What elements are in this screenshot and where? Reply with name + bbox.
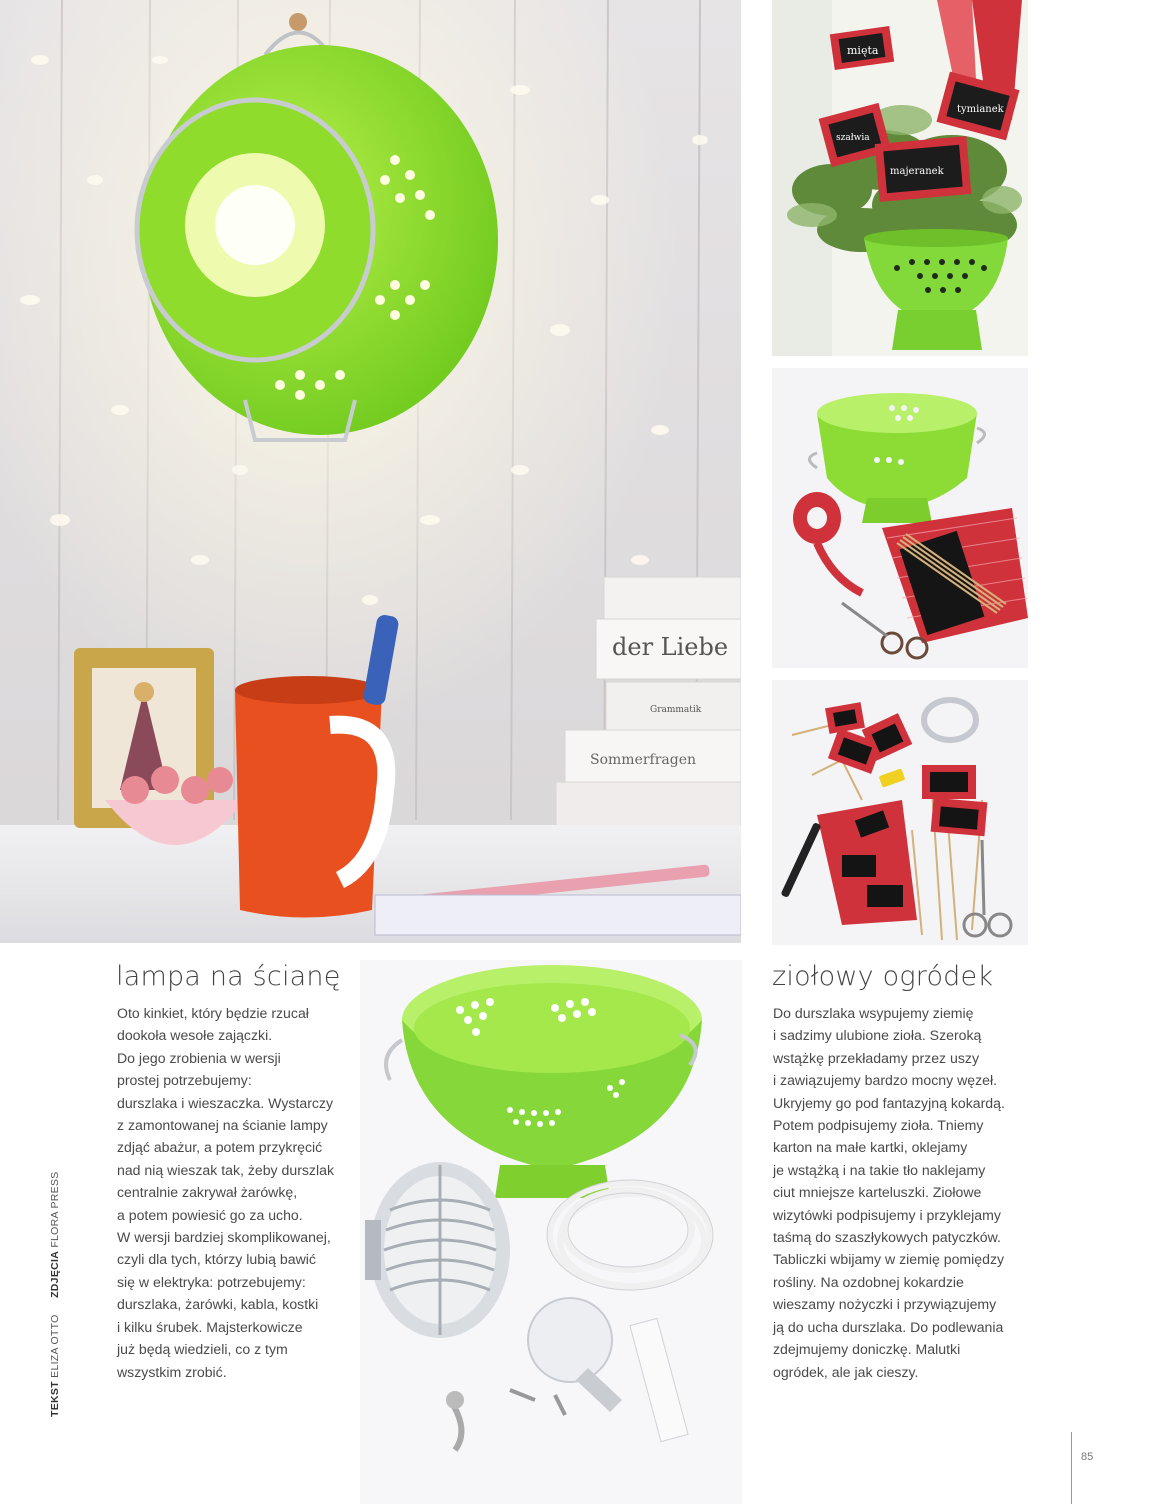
herb-label-text: tymianek [957,104,1004,115]
book-title-text: Grammatik [650,705,702,715]
body-line: W wersji bardziej skomplikowanej, [117,1229,331,1246]
book-title-text: der Liebe [612,633,729,661]
page-number: 85 [1081,1451,1094,1463]
body-line: Oto kinkiet, który będzie rzucał [117,1005,309,1021]
body-line: nad nią wieszak tak, żeby durszlak [117,1161,334,1178]
herb-garden-photo [772,0,1028,356]
body-line: Do durszlaka wsypujemy ziemię [773,1005,974,1021]
body-line: rośliny. Na ozdobnej kokardzie [773,1273,964,1290]
right-article-body [773,1002,1005,1383]
materials-photo [772,368,1028,668]
herb-label-text: mięta [847,44,879,57]
body-line: już będą wiedzieli, co z tym [117,1341,288,1358]
right-article-title: ziołowy ogródek [772,961,994,992]
body-line: Do jego zrobienia w wersji [117,1049,281,1066]
labels-photo [772,680,1028,945]
page-number-rule [1071,1432,1072,1504]
body-line: i zawiązujemy bardzo mocny węzeł. [773,1072,998,1089]
credit-text-author: ELIZA OTTO [49,1314,61,1378]
body-line: ciut mniejsze karteluszki. Ziołowe [773,1184,982,1201]
credit-text-label: TEKST [49,1381,61,1417]
herb-label-text: szałwia [836,133,870,143]
body-line: a potem powiesić go za ucho. [117,1206,303,1223]
credit-photo-label: ZDJĘCIA [49,1250,61,1298]
credit-photo-author: FLORA PRESS [49,1171,61,1248]
body-line: wstążkę przekładamy przez uszy [773,1049,979,1066]
body-line: się w elektryka: potrzebujemy: [117,1273,306,1290]
body-line: czyli dla tych, którzy lubią bawić [117,1251,316,1268]
body-line: taśmą do szaszłykowych patyczków. [773,1229,1001,1246]
body-line: wizytówki podpisujemy i przyklejamy [773,1206,1001,1223]
body-line: centralnie zakrywał żarówkę, [117,1184,298,1201]
body-line: ją do ucha durszlaka. Do podlewania [773,1318,1004,1335]
book-title-text: Sommerfragen [590,752,697,768]
body-line: prostej potrzebujemy: [117,1072,252,1089]
body-line: ogródek, ale jak cieszy. [773,1363,919,1380]
lamp-parts-photo [360,960,742,1504]
body-line: zdejmujemy doniczkę. Malutki [773,1341,961,1358]
body-line: je wstążką i na takie tło naklejamy [773,1161,986,1178]
body-line: zdjąć abażur, a potem przykręcić [117,1139,323,1156]
body-line: wieszamy nożyczki i przywiązujemy [773,1296,997,1313]
body-line: durszlaka, żarówki, kabla, kostki [117,1296,319,1313]
body-line: i kilku śrubek. Majsterkowicze [117,1318,303,1335]
left-article-title: lampa na ścianę [116,961,341,992]
body-line: karton na małe kartki, oklejamy [773,1139,968,1156]
body-line: Tabliczki wbijamy w ziemię pomiędzy [773,1251,1005,1268]
body-line: durszlaka i wieszaczka. Wystarczy [117,1094,334,1111]
body-line: Ukryjemy go pod fantazyjną kokardą. [773,1094,1005,1111]
body-line: z zamontowanej na ścianie lampy [117,1117,328,1134]
lamp-main-photo [0,0,741,943]
body-line: dookoła wesołe zajączki. [117,1027,273,1044]
body-line: wszystkim zrobić. [117,1363,227,1380]
body-line: Potem podpisujemy zioła. Tniemy [773,1117,984,1134]
body-line: i sadzimy ulubione zioła. Szeroką [773,1027,982,1044]
herb-label-text: majeranek [890,166,944,177]
credits [49,1171,61,1417]
left-article-body [117,1002,334,1383]
